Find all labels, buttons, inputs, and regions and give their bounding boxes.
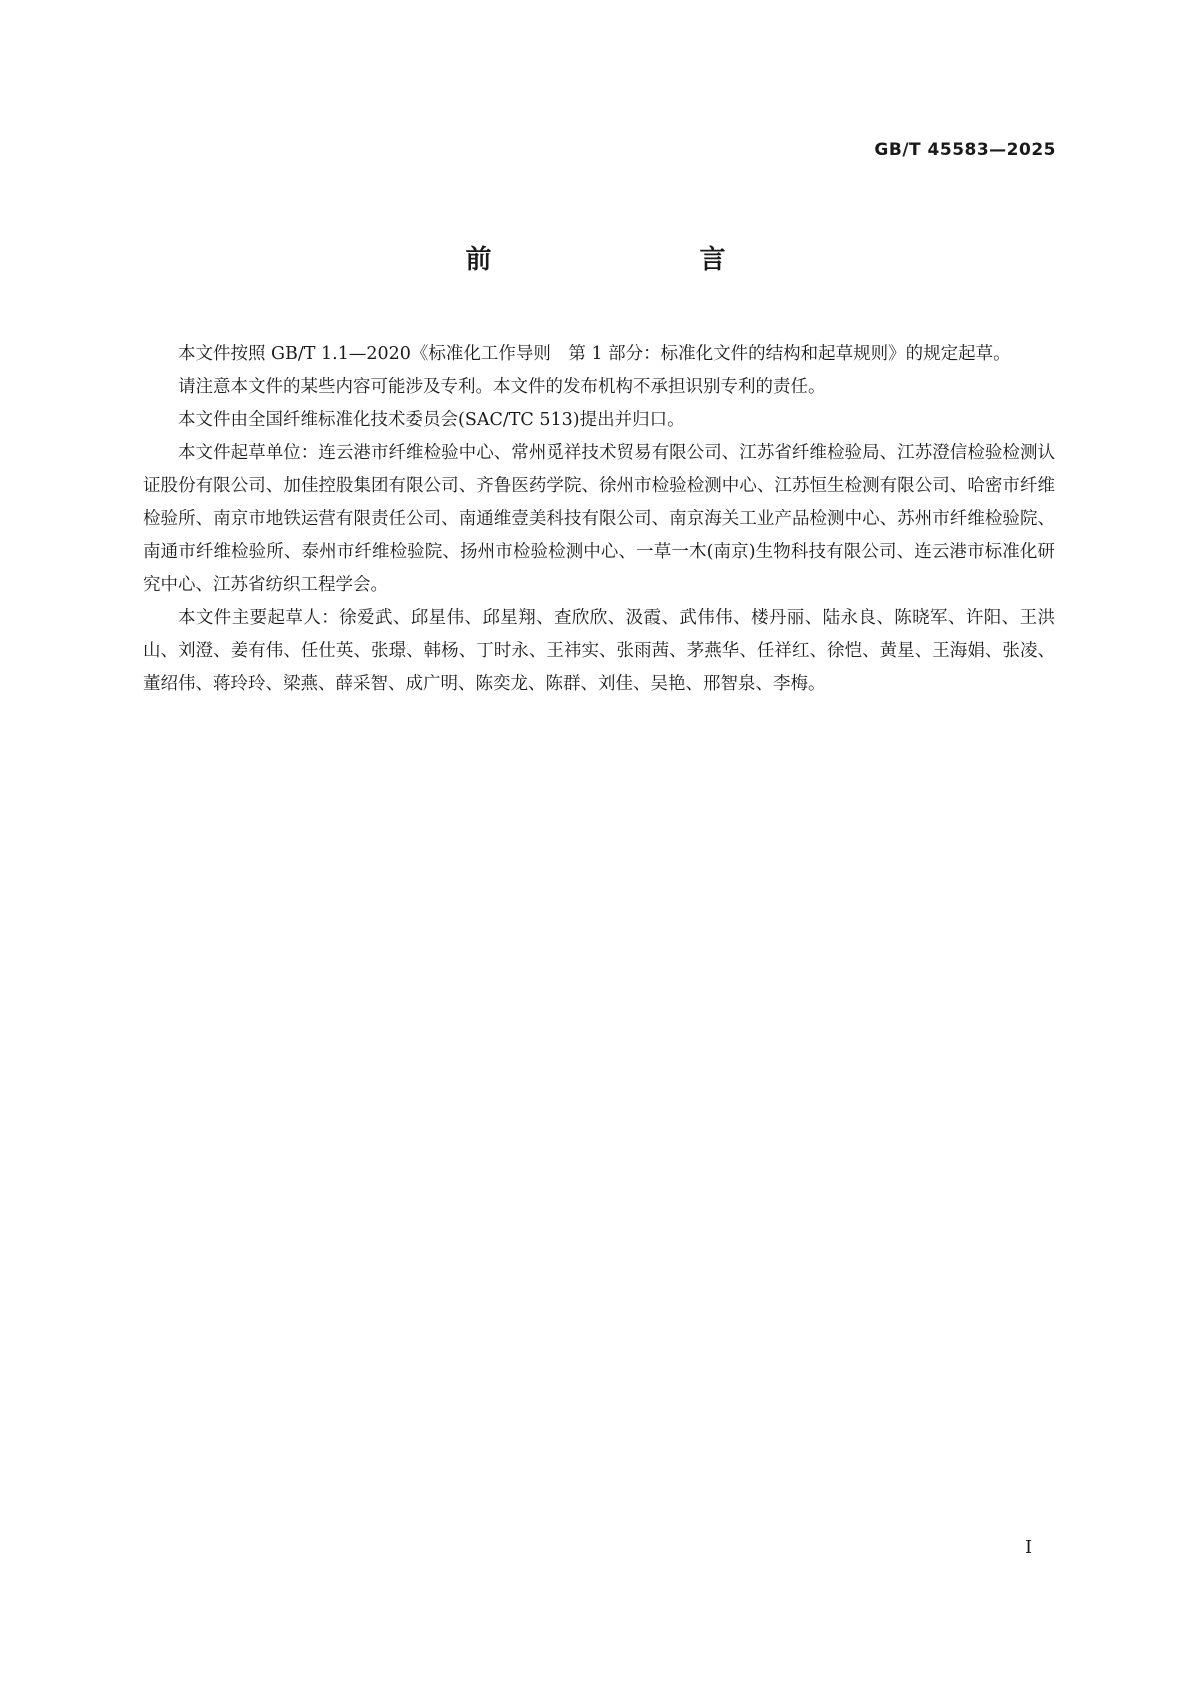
foreword-body (143, 338, 1055, 701)
page-number: I (1025, 1537, 1033, 1558)
paragraph-proposer: 本文件由全国纤维标准化技术委员会(SAC/TC 513)提出并归口。 (178, 410, 685, 430)
page-title: 前 言 (465, 245, 778, 275)
standard-code: GB/T 45583—2025 (874, 140, 1056, 160)
paragraph-drafting-units: 本文件起草单位：连云港市纤维检验中心、常州觅祥技术贸易有限公司、江苏省纤维检验局、江苏澄信检验检测认证股份有限公司、加佳控股集团有限公司、齐鲁医药学院、徐州市检验检测中心、江苏恒生检测有限公司、哈密市纤维检验所、南京市地铁运营有限责任公司、南通维壹美科技有限公司、南京海关工业产品检测中心、苏州市纤维检验院、南通市纤维检验所、泰州市纤维检验院、扬州市检验检测中心、一草一木(南京)生物科技有限公司、连云港市标准化研究中心、江苏省纺织工程学会。 (143, 443, 1055, 595)
paragraph-drafting-rules: 本文件按照 GB/T 1.1—2020《标准化工作导则 第 1 部分：标准化文件的结构和起草规则》的规定起草。 (178, 344, 1011, 364)
paragraph-drafters: 本文件主要起草人：徐爱武、邱星伟、邱星翔、查欣欣、汲霞、武伟伟、楼丹丽、陆永良、陈晓军、许阳、王洪山、刘澄、姜有伟、任仕英、张璟、韩杨、丁时永、王祎实、张雨茜、茅燕华、任祥红、徐恺、黄星、王海娟、张凌、董绍伟、蒋玲玲、梁燕、薛采智、成广明、陈奕龙、陈群、刘佳、吴艳、邢智泉、李梅。 (143, 608, 1055, 694)
paragraph-patent-notice: 请注意本文件的某些内容可能涉及专利。本文件的发布机构不承担识别专利的责任。 (178, 377, 826, 397)
